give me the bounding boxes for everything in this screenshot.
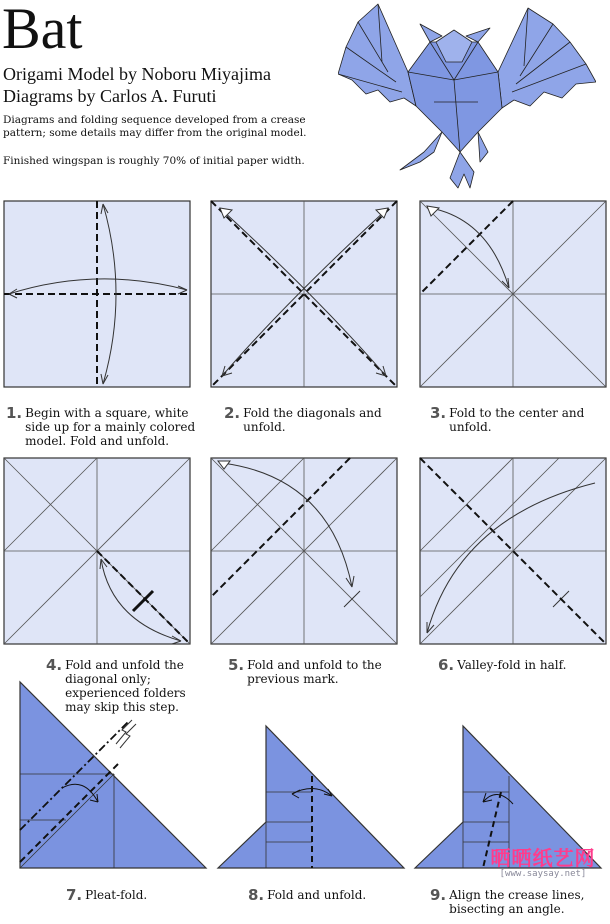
step8-diagram [216, 722, 406, 870]
step-7-caption: 7. Pleat-fold. [66, 886, 148, 904]
intro-note: Diagrams and folding sequence developed from a crease pattern; some details may differ from the original model. [3, 114, 307, 139]
step5-diagram [210, 457, 398, 645]
wingspan-note: Finished wingspan is roughly 70% of initial paper width. [3, 155, 305, 167]
watermark [478, 842, 608, 879]
step1-diagram [3, 200, 191, 388]
step6-diagram [419, 457, 607, 645]
watermark-url: [www.saysay.net] [499, 869, 587, 879]
step-3-caption: 3. Fold to the center and unfold. [430, 404, 585, 434]
step2-diagram [210, 200, 398, 388]
step-1-caption: 1. Begin with a square, white side up for a mainly colored model. Fold and unfold. [6, 404, 196, 448]
step4-diagram [3, 457, 191, 645]
step-2-caption: 2. Fold the diagonals and unfold. [224, 404, 382, 434]
step-4-caption: 4. Fold and unfold the diagonal only; experienced folders may skip this step. [46, 656, 186, 714]
step-8-caption: 8. Fold and unfold. [248, 886, 367, 904]
page-title: Bat [2, 0, 83, 61]
step-6-caption: 6. Valley-fold in half. [438, 656, 567, 674]
step-5-caption: 5. Fold and unfold to the previous mark. [228, 656, 382, 686]
step-9-caption: 9. Align the crease lines, bisecting an angle. [430, 886, 585, 916]
watermark-chinese-text: 晒晒纸艺网 [490, 846, 596, 870]
bat-model-illustration [338, 2, 596, 192]
step7-diagram [18, 680, 208, 870]
step3-diagram [419, 200, 607, 388]
diagram-credit: Diagrams by Carlos A. Furuti [3, 86, 217, 106]
model-credit: Origami Model by Noboru Miyajima [3, 64, 271, 84]
